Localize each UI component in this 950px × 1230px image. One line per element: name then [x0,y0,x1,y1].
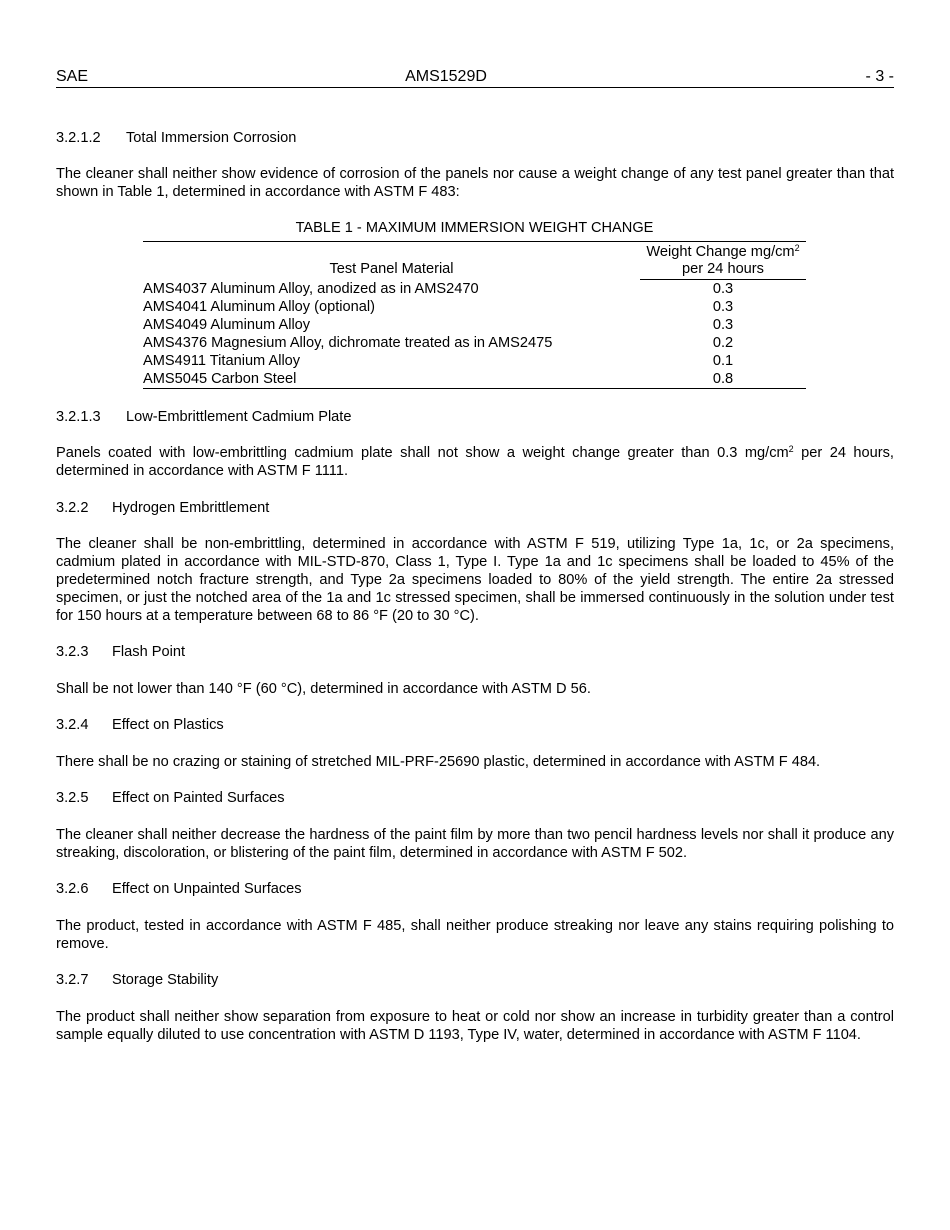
paragraph: The product, tested in accordance with ASTM F 485, shall neither produce streaking nor leave any stains requiring polishing to remove. [56,918,894,952]
section-heading-327 [56,971,218,989]
section-title: Effect on Painted Surfaces [112,790,285,806]
table-header [143,242,806,279]
section-number: 3.2.7 [56,972,89,988]
table-row [143,316,806,334]
section-heading-3213 [56,408,351,426]
section-body-3213 [56,444,894,480]
section-number: 3.2.4 [56,717,89,733]
paragraph: There shall be no crazing or staining of stretched MIL-PRF-25690 plastic, determined in accordance with ASTM F 484. [56,754,821,770]
section-title: Effect on Unpainted Surfaces [112,881,302,897]
section-heading-3212 [56,129,296,147]
section-body-327 [56,1008,894,1044]
section-number: 3.2.3 [56,644,89,660]
section-number: 3.2.2 [56,500,89,516]
section-title: Total Immersion Corrosion [126,130,297,146]
cell-material: AMS4049 Aluminum Alloy [143,317,311,333]
section-heading-322 [56,499,269,517]
section-title: Low-Embrittlement Cadmium Plate [126,409,352,425]
cell-material: AMS4911 Titanium Alloy [143,353,301,369]
paragraph: The product shall neither show separation from exposure to heat or cold nor show an increase in turbidity greater than a control sample equally diluted to use concentration with ASTM D 1193, Type IV, water, determined in accordance with ASTM F 1104. [56,1009,894,1043]
section-body-324 [56,753,894,771]
page-header [56,67,894,88]
table-row [143,298,806,316]
cell-material: AMS4376 Magnesium Alloy, dichromate treated as in AMS2475 [143,335,553,351]
header-doc-number: AMS1529D [405,68,487,85]
cell-material: AMS5045 Carbon Steel [143,371,297,387]
section-number: 3.2.5 [56,790,89,806]
table-row [143,370,806,388]
cell-weight: 0.2 [712,335,734,351]
column-header-weight-line2: per 24 hours [682,261,764,277]
table-row [143,280,806,298]
column-header-weight-line1: Weight Change $mg/cm^2$ [646,243,800,260]
paragraph: The cleaner shall be non-embrittling, determined in accordance with ASTM F 519, utilizing Type 1a, 1c, or 2a specimens, cadmium plated in accordance with MIL-STD-870, Class 1, Type I. Type 1a and 1c specimens shall be loaded to 45% of the predetermined notch fracture strength, and Type 2a specimens loaded to 80% of the yield strength. The entire 2a stressed specimen, or just the notched area of the 1a and 1c stressed specimen, shall be immersed continuously in the solution under test for 150 hours at a temperature between 68 to 86 °F (20 to 30 °C). [56,536,894,624]
table-row [143,334,806,352]
section-heading-324 [56,716,224,734]
cell-material: AMS4037 Aluminum Alloy, anodized as in AMS2470 [143,281,479,297]
weight-change-table [143,241,806,389]
cell-material: AMS4041 Aluminum Alloy (optional) [143,299,375,315]
header-org: SAE [56,68,89,85]
section-number: 3.2.1.3 [56,409,101,425]
cell-weight: 0.8 [712,371,734,387]
section-heading-323 [56,643,185,661]
section-heading-326 [56,880,302,898]
cell-weight: 0.3 [712,299,734,315]
paragraph: The cleaner shall neither show evidence of corrosion of the panels nor cause a weight change of any test panel greater than that shown in Table 1, determined in accordance with ASTM F 483: [56,166,894,200]
section-body-322 [56,535,894,625]
section-title: Hydrogen Embrittlement [112,500,270,516]
table-caption: TABLE 1 - MAXIMUM IMMERSION WEIGHT CHANGE [295,220,654,236]
paragraph: Panels coated with low-embrittling cadmium plate shall not show a weight change greater than 0.3 $mg/cm^2$ per 24 hours, determined in accordance with ASTM F 1111. [56,444,894,479]
section-title: Storage Stability [112,972,219,988]
section-number: 3.2.1.2 [56,130,101,146]
cell-weight: 0.3 [712,281,734,297]
cell-weight: 0.1 [712,353,734,369]
paragraph: Shall be not lower than 140 °F (60 °C), determined in accordance with ASTM D 56. [56,681,591,697]
paragraph: The cleaner shall neither decrease the hardness of the paint film by more than two pencil hardness levels nor shall it produce any streaking, discoloration, or blistering of the paint film, determined in accordance with ASTM F 502. [56,827,894,861]
section-body-323 [56,680,894,698]
section-number: 3.2.6 [56,881,89,897]
section-heading-325 [56,789,285,807]
cell-weight: 0.3 [712,317,734,333]
section-body-325 [56,826,894,862]
column-header-material: Test Panel Material [329,261,454,277]
section-body-3212 [56,165,894,201]
table-row [143,352,806,370]
section-body-326 [56,917,894,953]
column-header-weight [640,244,806,278]
header-page-number: - 3 - [865,68,894,85]
section-title: Effect on Plastics [112,717,224,733]
section-title: Flash Point [112,644,186,660]
